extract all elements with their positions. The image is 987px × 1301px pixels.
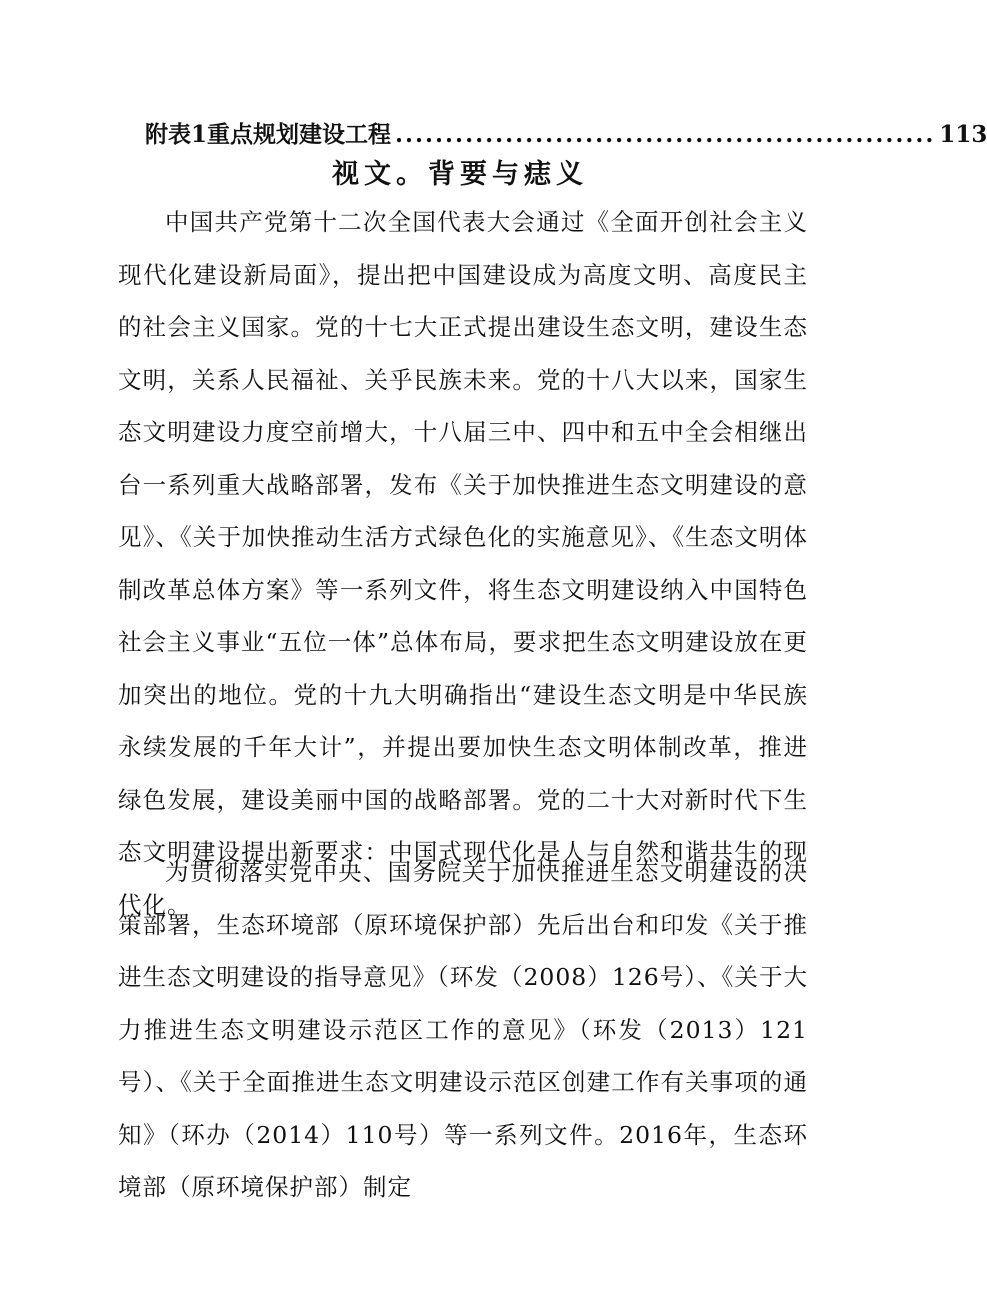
toc-page-number: 113	[939, 121, 987, 148]
section-heading: 视文。背要与痣义	[332, 159, 588, 190]
body-paragraph: 中国共产党第十二次全国代表大会通过《全面开创社会主义现代化建设新局面》，提出把中国建设成为高度文明、高度民主的社会主义国家。党的十七大正式提出建设生态文明，建设生态文明，关系人民福祉、关乎民族未来。党的十八大以来，国家生态文明建设力度空前增大，十八届三中、四中和五中全会相继出台一系列重大战略部署，发布《关于加快推进生态文明建设的意见》、《关于加快推动生活方式绿色化的实施意见》、《生态文明体制改革总体方案》等一系列文件，将生态文明建设纳入中国特色社会主义事业“五位一体”总体布局，要求把生态文明建设放在更加突出的地位。党的十九大明确指出“建设生态文明是中华民族永续发展的千年大计”，并提出要加快生态文明体制改革，推进绿色发展，建设美丽中国的战略部署。党的二十大对新时代下生态文明建设提出新要求：中国式现代化是人与自然和谐共生的现代化。	[118, 208, 808, 919]
toc-leader-dots: ......................................................	[395, 121, 936, 148]
toc-entry[interactable]	[145, 116, 987, 148]
body-paragraph: 为贯彻落实党中央、国务院关于加快推进生态文明建设的决策部署，生态环境部（原环境保护部）先后出台和印发《关于推进生态文明建设的指导意见》（环发（2008）126号）、《关于大力推进生态文明建设示范区工作的意见》（环发（2013）121号）、《关于全面推进生态文明建设示范区创建工作有关事项的通知》（环办（2014）110号）等一系列文件。2016年，生态环境部（原环境保护部）制定	[118, 858, 808, 1201]
toc-entry-title: 附表1重点规划建设工程	[145, 121, 392, 148]
